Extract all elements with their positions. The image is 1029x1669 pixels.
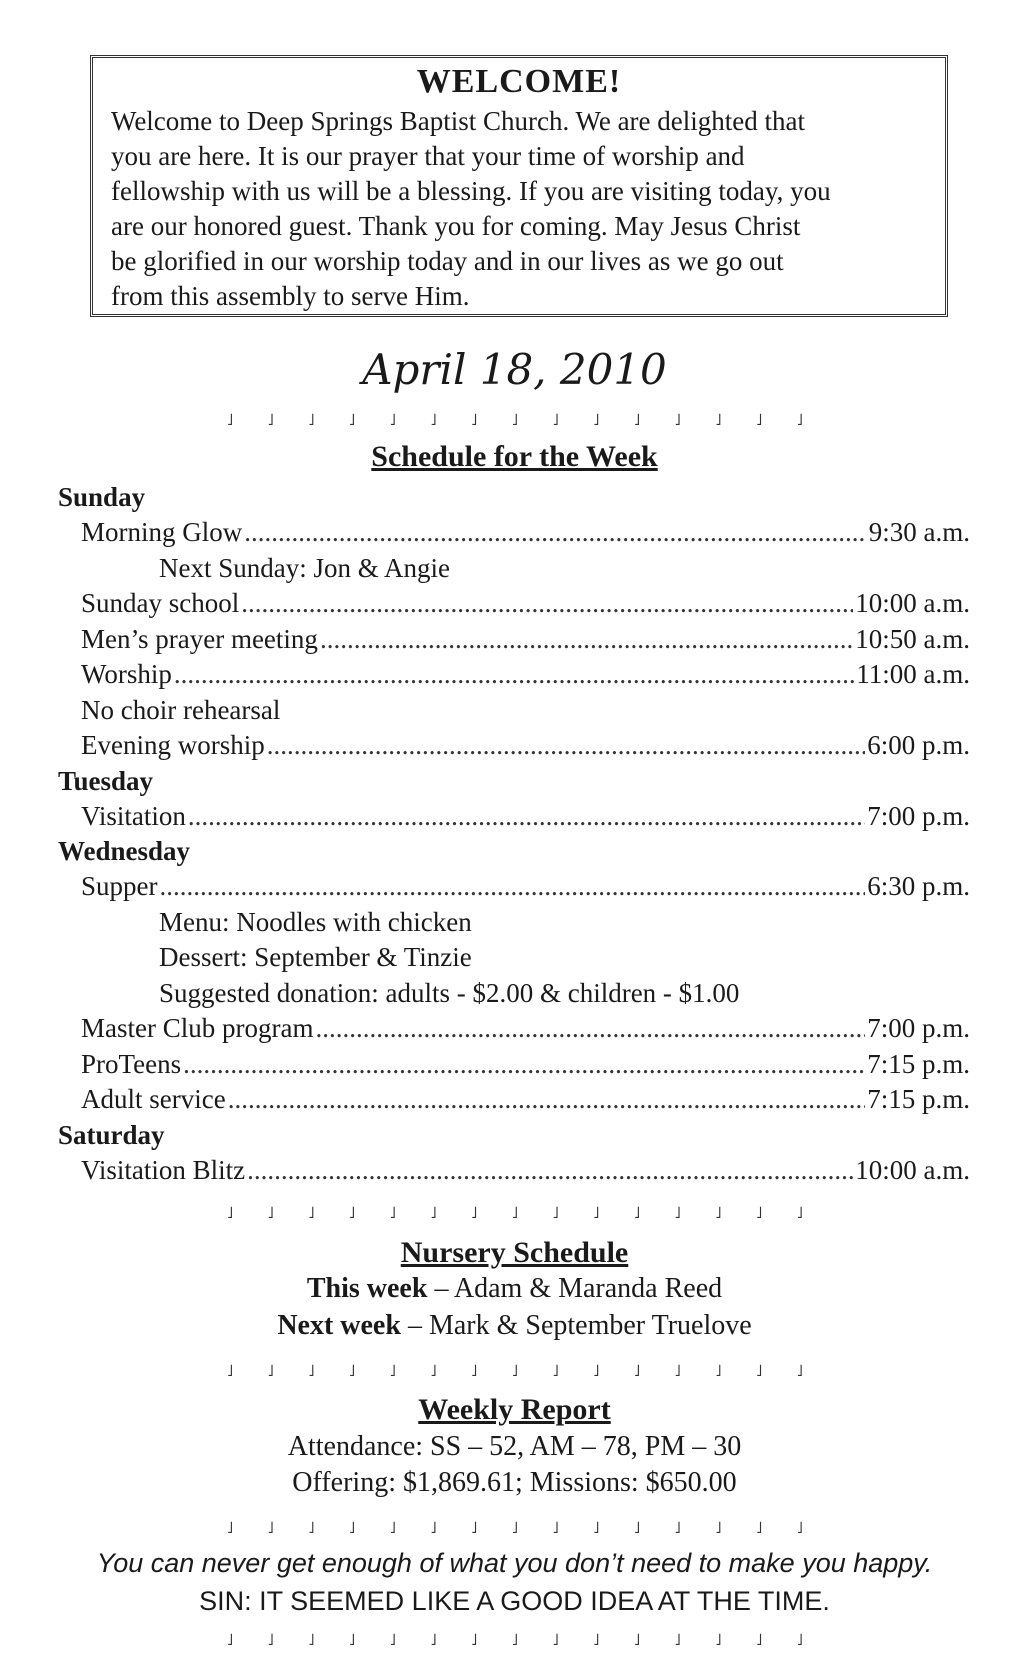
divider-mark: ˩ [756, 1520, 763, 1537]
weekly-schedule [58, 480, 970, 1188]
event-label: Master Club program [81, 1013, 314, 1043]
event-label: Evening worship [81, 730, 265, 760]
divider-mark: ˩ [430, 1363, 437, 1380]
schedule-row [58, 515, 970, 551]
day-heading: Wednesday [58, 836, 191, 866]
divider-mark: ˩ [633, 1205, 641, 1222]
schedule-row [58, 586, 970, 622]
event-time: 6:30 p.m. [867, 871, 970, 901]
day-heading: Tuesday [58, 765, 154, 796]
event-time: 7:15 p.m. [867, 1084, 970, 1114]
divider-mark: ˩ [349, 1520, 356, 1537]
divider-mark: ˩ [674, 1520, 681, 1537]
divider-mark: ˩ [511, 1363, 518, 1380]
divider [225, 1363, 805, 1383]
divider [225, 1205, 805, 1225]
divider-mark: ˩ [349, 412, 356, 429]
divider-mark: ˩ [389, 1520, 396, 1537]
event-label: Worship [81, 659, 172, 689]
divider-mark: ˩ [226, 1520, 234, 1537]
welcome-line: be glorified in our worship today and in our lives as we go out [111, 246, 784, 276]
divider-mark: ˩ [471, 1632, 478, 1649]
this-week-value: – Adam & Maranda Reed [427, 1273, 723, 1304]
divider-mark: ˩ [308, 1205, 315, 1222]
event-time: 7:00 p.m. [867, 800, 970, 831]
divider-mark: ˩ [430, 412, 437, 429]
divider-mark: ˩ [796, 1205, 803, 1222]
event-time: 10:50 a.m. [855, 623, 970, 654]
divider-mark: ˩ [226, 1205, 234, 1222]
divider-mark: ˩ [471, 1363, 478, 1380]
divider-mark: ˩ [389, 1363, 396, 1380]
event-label: ProTeens [81, 1048, 182, 1079]
divider-mark: ˩ [511, 1205, 518, 1222]
day-heading: Saturday [58, 1119, 165, 1150]
next-week-label: Next week [277, 1310, 401, 1341]
divider-mark: ˩ [308, 1363, 315, 1380]
dot-leader [183, 1047, 865, 1083]
divider [225, 412, 805, 432]
divider-mark: ˩ [226, 1363, 234, 1380]
quote-caps: SIN: IT SEEMED LIKE A GOOD IDEA AT THE TIME. [199, 1586, 830, 1616]
quote-italic: You can never get enough of what you don’t need to make you happy. [96, 1548, 933, 1578]
divider-mark: ˩ [267, 1632, 274, 1649]
schedule-row [58, 869, 970, 905]
divider-mark: ˩ [308, 412, 315, 429]
divider-mark: ˩ [633, 1632, 641, 1649]
divider-mark: ˩ [552, 1205, 559, 1222]
dot-leader [174, 657, 854, 693]
divider-mark: ˩ [633, 1520, 641, 1537]
divider-mark: ˩ [552, 1520, 559, 1537]
welcome-box [90, 55, 948, 317]
divider-mark: ˩ [674, 1632, 681, 1649]
divider-mark: ˩ [471, 1205, 478, 1222]
nursery-next-week [0, 1310, 1029, 1342]
event-label: Adult service [81, 1084, 226, 1114]
divider-mark: ˩ [796, 1632, 803, 1649]
nursery-this-week [0, 1273, 1029, 1305]
divider-mark: ˩ [715, 1363, 722, 1380]
event-time: 7:15 p.m. [867, 1048, 970, 1079]
divider-mark: ˩ [756, 412, 763, 429]
event-label: Men’s prayer meeting [81, 623, 318, 654]
nursery-title: Nursery Schedule [400, 1236, 629, 1269]
divider-mark: ˩ [674, 1205, 681, 1222]
divider-mark: ˩ [511, 1632, 518, 1649]
schedule-row [58, 799, 970, 835]
divider-mark: ˩ [471, 1520, 478, 1537]
divider [225, 1520, 805, 1540]
divider [225, 1632, 805, 1652]
divider-mark: ˩ [674, 412, 681, 429]
event-note: Next Sunday: Jon & Angie [159, 552, 450, 583]
divider-mark: ˩ [511, 1520, 518, 1537]
divider-mark: ˩ [308, 1632, 315, 1649]
divider-mark: ˩ [715, 412, 722, 429]
divider-mark: ˩ [633, 412, 641, 429]
divider-mark: ˩ [593, 412, 600, 429]
divider-mark: ˩ [267, 1363, 274, 1380]
event-time: 6:00 p.m. [867, 730, 970, 760]
dot-leader [188, 799, 865, 835]
divider-mark: ˩ [796, 1520, 803, 1537]
event-note: Dessert: September & Tinzie [159, 942, 472, 972]
schedule-row [58, 1153, 970, 1189]
divider-mark: ˩ [267, 412, 274, 429]
divider-mark: ˩ [552, 412, 559, 429]
divider-mark: ˩ [349, 1363, 356, 1380]
welcome-line: Welcome to Deep Springs Baptist Church. We are delighted that [111, 106, 805, 136]
divider-mark: ˩ [633, 1363, 641, 1380]
dot-leader [247, 1153, 853, 1189]
divider-mark: ˩ [552, 1632, 559, 1649]
dot-leader [241, 586, 853, 622]
event-label: Sunday school [81, 588, 240, 618]
schedule-title: Schedule for the Week [371, 440, 658, 473]
divider-mark: ˩ [430, 1632, 437, 1649]
divider-mark: ˩ [267, 1520, 274, 1537]
event-time: 9:30 a.m. [868, 517, 970, 547]
divider-mark: ˩ [226, 1632, 234, 1649]
divider-mark: ˩ [226, 412, 234, 429]
divider-mark: ˩ [389, 412, 396, 429]
event-time: 10:00 a.m. [855, 588, 970, 618]
event-time: 10:00 a.m. [855, 1154, 970, 1185]
event-note: No choir rehearsal [81, 694, 281, 725]
divider-mark: ˩ [756, 1632, 763, 1649]
divider-mark: ˩ [674, 1363, 681, 1380]
event-note: Menu: Noodles with chicken [159, 906, 472, 937]
divider-mark: ˩ [796, 1363, 803, 1380]
welcome-line: are our honored guest. Thank you for coming. May Jesus Christ [111, 211, 801, 241]
schedule-row [58, 1047, 970, 1083]
report-title: Weekly Report [418, 1393, 611, 1426]
dot-leader [320, 622, 853, 658]
welcome-line: you are here. It is our prayer that your time of worship and [111, 141, 745, 171]
event-label: Morning Glow [81, 517, 243, 547]
divider-mark: ˩ [349, 1205, 356, 1222]
event-label: Supper [81, 871, 158, 901]
divider-mark: ˩ [552, 1363, 559, 1380]
attendance: Attendance: SS – 52, AM – 78, PM – 30 [287, 1431, 742, 1462]
divider-mark: ˩ [430, 1520, 437, 1537]
event-label: Visitation [81, 800, 186, 831]
dot-leader [160, 869, 866, 905]
dot-leader [244, 515, 867, 551]
schedule-row [58, 657, 970, 693]
divider-mark: ˩ [715, 1632, 722, 1649]
divider-mark: ˩ [593, 1520, 600, 1537]
schedule-row [58, 622, 970, 658]
dot-leader [315, 1011, 865, 1047]
this-week-label: This week [306, 1273, 428, 1304]
day-heading: Sunday [58, 482, 146, 512]
divider-mark: ˩ [715, 1205, 722, 1222]
schedule-row [58, 728, 970, 764]
bulletin-date: April 18, 2010 [362, 345, 667, 394]
divider-mark: ˩ [715, 1520, 722, 1537]
divider-mark: ˩ [756, 1363, 763, 1380]
divider-mark: ˩ [267, 1205, 274, 1222]
event-label: Visitation Blitz [81, 1154, 246, 1185]
divider-mark: ˩ [389, 1205, 396, 1222]
welcome-text [111, 104, 927, 314]
divider-mark: ˩ [471, 412, 478, 429]
welcome-title: WELCOME! [416, 63, 622, 100]
divider-mark: ˩ [796, 412, 803, 429]
divider-mark: ˩ [430, 1205, 437, 1222]
divider-mark: ˩ [593, 1632, 600, 1649]
schedule-row [58, 1011, 970, 1047]
divider-mark: ˩ [593, 1363, 600, 1380]
welcome-line: fellowship with us will be a blessing. If you are visiting today, you [111, 176, 831, 206]
welcome-line: from this assembly to serve Him. [111, 281, 470, 311]
event-time: 7:00 p.m. [867, 1013, 970, 1043]
dot-leader [228, 1082, 866, 1118]
divider-mark: ˩ [511, 412, 518, 429]
schedule-row [58, 1082, 970, 1118]
divider-mark: ˩ [593, 1205, 600, 1222]
divider-mark: ˩ [756, 1205, 763, 1222]
divider-mark: ˩ [349, 1632, 356, 1649]
event-note: Suggested donation: adults - $2.00 & children - $1.00 [159, 977, 740, 1008]
divider-mark: ˩ [308, 1520, 315, 1537]
next-week-value: – Mark & September Truelove [400, 1310, 752, 1341]
divider-mark: ˩ [389, 1632, 396, 1649]
offering: Offering: $1,869.61; Missions: $650.00 [292, 1467, 737, 1498]
event-time: 11:00 a.m. [856, 659, 970, 689]
dot-leader [267, 728, 866, 764]
